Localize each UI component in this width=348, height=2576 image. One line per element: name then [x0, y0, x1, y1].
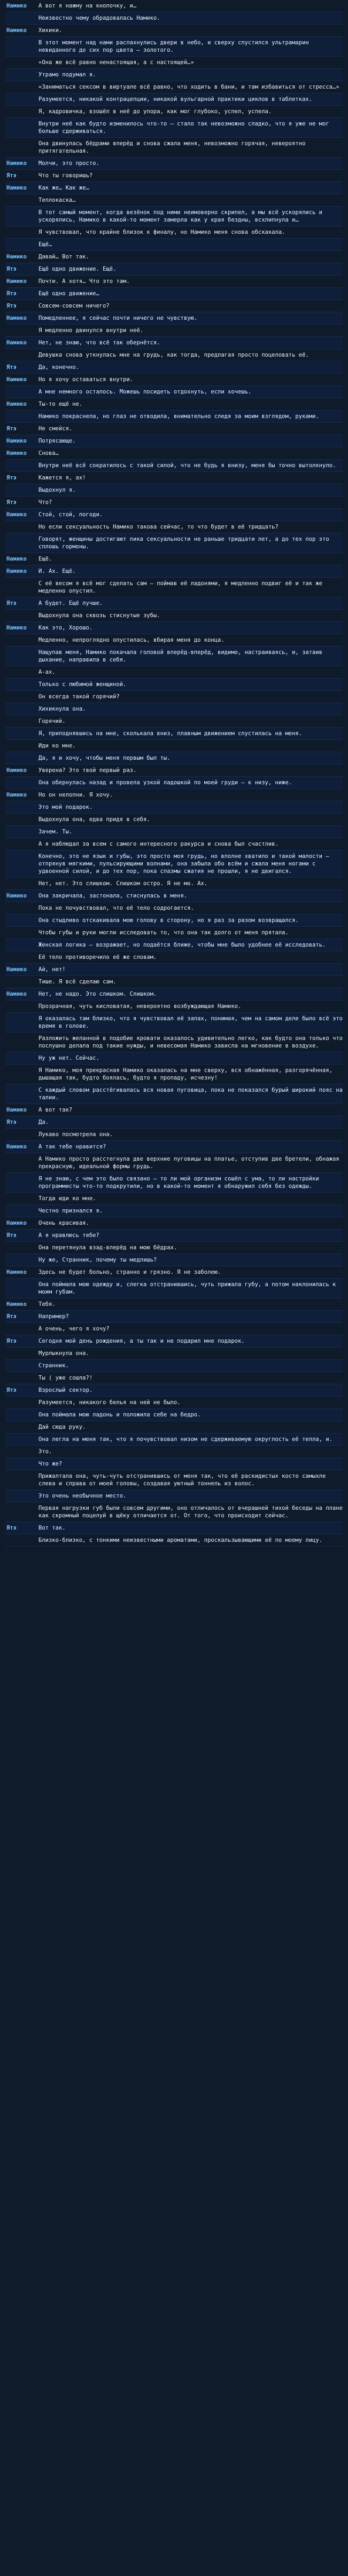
speaker-name: Намико: [6, 401, 27, 407]
speaker-name: Ятэ: [6, 1338, 17, 1344]
speaker-name: Намико: [6, 1220, 27, 1226]
chat-message: [5, 226, 343, 238]
speaker-name: Намико: [6, 568, 27, 574]
chat-message: [5, 1502, 346, 1522]
message-text: Утрамо подумал я.: [38, 72, 96, 78]
chat-message: [5, 1534, 343, 1546]
message-text: Чтобы губы и руки могли исследовать то, что она так долго от меня прятала.: [38, 929, 289, 936]
message-text: Я медленно двинулся внутри неё.: [38, 327, 143, 334]
chat-message: [5, 1129, 343, 1140]
chat-message: [5, 1033, 346, 1052]
speaker-name: Намико: [6, 1269, 27, 1275]
message-text: Кажется я, ах!: [38, 475, 86, 481]
message-text: Девушка снова уткнулась мне на грудь, как тогда, предлагая просто поцеловать её.: [38, 352, 309, 358]
message-text: Она легла на меня так, что я почувствовал низом не сдерживаемую округлость её тепла, и.: [38, 1436, 332, 1443]
speaker-name: Намико: [6, 792, 27, 798]
message-text: Ещё одно движение. Ещё.: [38, 266, 117, 272]
message-text: Ты-то ещё не.: [38, 401, 83, 407]
message-text: Я, приподнявшись на мне, сколькала вниз, плавным движением спустилась на меня.: [38, 730, 303, 737]
message-text: «Она же всё равно ненастоящая, а с настоящей…»: [38, 59, 194, 66]
message-text: Тогда иди ко мне.: [38, 1195, 96, 1202]
chat-message: [5, 777, 343, 789]
message-text: Не смейся.: [38, 426, 73, 432]
message-text: Я не знаю, с чем это было связано — то ли мой организм сошёл с ума, то ли настройки программисты что-то подкрутили, но в какой-то момент я обнаружил себя без одежды.: [38, 1176, 323, 1189]
chat-message: [5, 1065, 343, 1084]
message-text: Ещё.: [38, 556, 52, 562]
chat-message: [5, 740, 343, 752]
speaker-name: Намико: [6, 3, 27, 9]
message-text: Я Намико, моя прекрасная Намико оказалась на мне сверху, вся обнажённая, разгорячённая, дышащая так, будто боялась, будто я пропаду, исчезну!: [38, 1067, 336, 1081]
chat-message: [5, 460, 343, 471]
chat-message: [5, 1298, 343, 1310]
message-text: Нащупав меня, Намико покачала головой вперёд-вперёд, видимо, настраиваясь, и, затаив дыхание, направила в себя.: [38, 649, 326, 663]
message-text: Лукаво посмотрела она.: [38, 1131, 113, 1138]
speaker-name: Ятэ: [6, 499, 17, 506]
chat-message: [5, 1084, 346, 1104]
chat-message: [5, 349, 343, 361]
message-text: Да, конечно.: [38, 364, 79, 371]
chat-message: [5, 37, 343, 56]
chat-message: [5, 12, 343, 24]
chat-message: [5, 182, 343, 194]
message-text: С каждый словом расстёгивалась вся новая пуговица, пока не показался бурый широкий пояс на талии.: [38, 1087, 346, 1101]
message-text: Её тело противоречило её же словам.: [38, 954, 157, 960]
message-text: А я нравлюсь тебе?: [38, 1232, 99, 1239]
message-text: Что?: [38, 499, 52, 506]
speaker-name: Намико: [6, 1107, 27, 1113]
message-text: Только с любимой женщиной.: [38, 681, 127, 688]
message-text: Да.: [38, 1119, 49, 1125]
chat-message: [5, 850, 343, 877]
chat-message: [5, 728, 343, 739]
speaker-name: Намико: [6, 254, 27, 260]
chat-message: [5, 1348, 343, 1359]
chat-message: [5, 509, 343, 521]
message-text: Сегодня мой день рождения, а ты так и не подарил мне подарок.: [38, 1338, 245, 1344]
chat-message: [5, 691, 343, 703]
message-text: Странник.: [38, 1362, 69, 1369]
chat-message: [5, 386, 343, 398]
message-text: Горячий.: [38, 718, 66, 724]
message-text: Конечно, это не язык и губы, это просто моя грудь, но вполне хватило и такой малости — отпрянув мягкими, пульсирующими волнами, она забыла обо всём и сжала меня ногами с удвоенной силой, и до тех пор, пока спазмы сжатия не прошли, я не двигался.: [38, 853, 332, 875]
chat-message: [5, 325, 343, 336]
chat-message: [5, 789, 343, 801]
message-text: Женская логика — возражает, но подаётся ближе, чтобы мне было удобнее её исследовать.: [38, 942, 326, 948]
chat-message: [5, 814, 343, 825]
message-text: С её весом я всё мог сделать сам — поймав её ладонями, я медленно подвиг её и так же медленно опустил.: [38, 580, 326, 594]
chat-message: [5, 1323, 343, 1335]
chat-message: [5, 622, 343, 634]
message-text: Нет, нет. Это слишком. Слишком остро. Я не мо. Ах.: [38, 880, 208, 887]
message-text: Взрослый сектор.: [38, 1387, 93, 1393]
chat-message: [5, 93, 343, 105]
chat-message: [5, 1230, 343, 1241]
speaker-name: Ятэ: [6, 1387, 17, 1393]
chat-message: [5, 1254, 343, 1266]
chat-message: [5, 251, 343, 263]
chat-message: [5, 1141, 343, 1153]
chat-message: [5, 915, 343, 926]
speaker-name: Ятэ: [6, 1232, 17, 1239]
message-text: Тише. Я всё сделаю сам.: [38, 979, 117, 985]
chat-message: [5, 435, 343, 447]
message-text: Теплокаска…: [38, 197, 76, 203]
chat-message: [5, 951, 343, 963]
message-text: А так тебе нравится?: [38, 1144, 106, 1150]
chat-message: [5, 275, 343, 287]
chat-message: [5, 715, 343, 727]
message-text: Прозрачная, чуть кисловатая, невероятно возбуждающая Намико.: [38, 1003, 242, 1010]
message-text: Это мой подарок.: [38, 804, 93, 810]
speaker-name: Ятэ: [6, 600, 17, 606]
message-text: Что же?: [38, 1461, 63, 1467]
chat-message: [5, 826, 343, 838]
speaker-name: Намико: [6, 450, 27, 456]
message-text: Снова…: [38, 450, 59, 456]
chat-message: [5, 927, 343, 939]
speaker-name: Намико: [6, 511, 27, 518]
chat-message: [5, 1217, 343, 1229]
chat-message: [5, 239, 343, 250]
chat-message: [5, 521, 343, 533]
chat-message: [5, 484, 343, 496]
chat-message: [5, 1052, 343, 1064]
message-text: Иди ко мне.: [38, 743, 76, 749]
message-text: Близко-близко, с тонкими неизвестными ароматами, проскальзывающими её по моему лицу.: [38, 1537, 323, 1543]
speaker-name: Намико: [6, 340, 27, 346]
message-text: А вот так?: [38, 1107, 73, 1113]
speaker-name: Ятэ: [6, 426, 17, 432]
message-text: Здесь не будет больно, странно и грязно. Я не заболею.: [38, 1269, 221, 1275]
divider: [5, 1546, 343, 1547]
chat-message: [5, 1116, 343, 1128]
chat-message: [5, 679, 343, 690]
chat-message: [5, 374, 343, 385]
message-text: Говорят, женщины достигают пика сексуальности не раньше тридцати лет, а до тех пор это сплошь гормоны.: [38, 536, 332, 550]
chat-message: [5, 703, 343, 715]
message-text: Ты ( уже сошла?!: [38, 1375, 93, 1381]
speaker-name: Намико: [6, 966, 27, 973]
chat-message: [5, 411, 343, 422]
message-text: Я чувствовал, что крайне близок к финалу, но Намико меня снова обскакала.: [38, 229, 285, 235]
chat-message: [5, 1384, 343, 1396]
message-text: Ай, нет!: [38, 966, 66, 973]
message-text: Она поймала мою одежду и, слегка отстранившись, чуть прижала губу, а потом наклонилась к моим губам.: [38, 1281, 339, 1295]
chat-message: [5, 1104, 343, 1116]
speaker-name: Ятэ: [6, 1313, 17, 1320]
chat-message: [5, 106, 343, 117]
message-text: Прижалтала она, чуть-чуть отстранившись от меня так, что её раскидистых косто самыхле слева и справа от моей головы, создавая уютный тоннель из волос.: [38, 1473, 329, 1487]
chat-message: [5, 81, 343, 93]
message-text: Нет, не надо. Это слишком. Слишком.: [38, 991, 157, 997]
message-text: Медленно, непроглядно опустилась, вбирая меня до конца.: [38, 637, 225, 643]
chat-message: [5, 472, 343, 484]
chat-message: [5, 1193, 343, 1204]
speaker-name: Намико: [6, 1144, 27, 1150]
speaker-name: Ятэ: [6, 1119, 17, 1125]
chat-message: [5, 964, 343, 975]
speaker-name: Намико: [6, 27, 27, 34]
speaker-name: Намико: [6, 1301, 27, 1307]
message-text: Молчи, это просто.: [38, 160, 99, 167]
message-text: Намико покраснела, но глаз не отводила, внимательно следя за моим взглядом, руками.: [38, 413, 319, 420]
speaker-name: Намико: [6, 185, 27, 191]
message-text: Тебя.: [38, 1301, 56, 1307]
speaker-name: Ятэ: [6, 303, 17, 309]
message-text: Хихикнула она.: [38, 706, 86, 712]
message-text: Выдохнул я.: [38, 487, 76, 493]
message-text: «Заниматься сексом в виртуале всё равно, что ходить в бани, и там избавиться от стресса…»: [38, 84, 339, 90]
message-text: И. Ах. Ещё.: [38, 568, 76, 574]
message-text: Первая нагрузки губ были совсем другими, оно отличалось от вчерашней тихой беседы на плане как скромный поцелуй в щёку отличается от. От того, что происходит сейчас.: [38, 1505, 346, 1519]
speaker-name: Намико: [6, 438, 27, 444]
chat-message: [5, 939, 343, 951]
message-text: Это очень необычное место.: [38, 1493, 127, 1499]
message-text: Как же… Как же…: [38, 185, 89, 191]
chat-message: [5, 565, 343, 577]
chat-message: [5, 878, 343, 889]
chat-message: [5, 497, 343, 508]
message-text: А мне немного осталось. Можешь посидеть отдохнуть, если хочешь.: [38, 389, 252, 395]
speaker-name: Намико: [6, 767, 27, 774]
message-text: Пока не почувствовал, что её тело содрогается.: [38, 905, 194, 911]
speaker-name: Намико: [6, 278, 27, 285]
message-text: Она поймала мою ладонь и положила себе на бедро.: [38, 1412, 201, 1418]
message-text: Давай… Вот так.: [38, 254, 89, 260]
message-text: Он всегда такой горячий?: [38, 694, 120, 700]
message-text: Вот так.: [38, 1525, 66, 1531]
speaker-name: Намико: [6, 160, 27, 167]
chat-message: [5, 312, 343, 324]
chat-message: [5, 1242, 343, 1254]
chat-message: [5, 263, 343, 275]
message-text: Но я хочу оставаться внутри.: [38, 376, 134, 383]
message-text: Это.: [38, 1448, 52, 1455]
chat-message: [5, 1001, 343, 1012]
message-text: Зачем. Ты.: [38, 829, 73, 835]
chat-message: [5, 288, 343, 300]
message-text: Разумеется, никакого белья на ней не было.: [38, 1399, 181, 1406]
chat-message: [5, 610, 343, 621]
chat-message: [5, 1458, 343, 1470]
message-text: Совсем-совсем ничего?: [38, 303, 110, 309]
message-text: Выдохнула она сквозь стиснутые зубы.: [38, 612, 160, 619]
chat-message: [5, 300, 343, 312]
chat-message: [5, 1421, 343, 1433]
chat-message: [5, 765, 343, 776]
speaker-name: Намико: [6, 625, 27, 631]
speaker-name: Ятэ: [6, 475, 17, 481]
chat-message: [5, 1433, 343, 1445]
message-text: Например?: [38, 1313, 69, 1320]
speaker-name: Ятэ: [6, 266, 17, 272]
speaker-name: Намико: [6, 376, 27, 383]
chat-message: [5, 337, 343, 349]
speaker-name: Намико: [6, 991, 27, 997]
chat-message: [5, 1490, 343, 1502]
chat-message: [5, 1446, 343, 1458]
message-text: Что ты говоришь?: [38, 172, 93, 179]
chat-message: [5, 25, 343, 36]
speaker-name: Намико: [6, 893, 27, 899]
chat-message: [5, 1409, 343, 1421]
message-text: А я наблюдал за всем с самого интересного ракурса и снова был счастлив.: [38, 841, 279, 847]
chat-message: [5, 57, 343, 68]
chat-message: [5, 634, 343, 646]
chat-message: [5, 1266, 343, 1278]
chat-message: [5, 207, 343, 226]
chat-message: [5, 838, 343, 850]
message-text: Очень красивая.: [38, 1220, 89, 1226]
chat-message: [5, 647, 343, 666]
chat-message: [5, 423, 343, 435]
message-text: А Намико просто расстегнула две верхние пуговицы на платье, отступив две бретели, обнажая прекрасную, идеальной формы грудь.: [38, 1156, 343, 1170]
speaker-name: Ятэ: [6, 1525, 17, 1531]
chat-message: [5, 902, 343, 914]
message-text: Мурлыкнула она.: [38, 1350, 89, 1357]
speaker-name: Ятэ: [6, 290, 17, 297]
chat-message: [5, 1153, 343, 1172]
chat-message: [5, 666, 343, 678]
chat-message: [5, 157, 343, 169]
chat-message: [5, 138, 343, 157]
chat-message: [5, 194, 343, 206]
chat-message: [5, 447, 343, 459]
chat-message: [5, 752, 343, 764]
message-text: А очень, чего я хочу?: [38, 1326, 110, 1332]
message-text: А будет. Ещё лучше.: [38, 600, 103, 606]
message-text: Потрясающе.: [38, 438, 76, 444]
message-text: Честно признался я.: [38, 1208, 103, 1214]
message-text: Ну уж нет. Сейчас.: [38, 1055, 99, 1061]
message-text: Но если сексуальность Намико такова сейчас, то что будет в её тридцать?: [38, 524, 279, 530]
message-text: Стой, стой, погоди.: [38, 511, 103, 518]
message-text: Почти. А хотя… Что это там.: [38, 278, 130, 285]
message-text: А вот я нажму на кнопочку, и…: [38, 3, 137, 9]
message-text: Да, я и хочу, чтобы меня первым был ты.: [38, 755, 171, 761]
chat-message: [5, 1470, 343, 1490]
message-text: Она двинулась бёдрами вперёд и снова сжала меня, невозможно горячая, невероятно притягательная.: [38, 140, 309, 154]
chat-message: [5, 398, 343, 410]
message-text: Как это, Хорошо.: [38, 625, 93, 631]
message-text: В тот самый момент, когда везёнок под ними неимоверно скрипел, а мы всё ускорялись и ускорялись, Намико в какой-то момент замерла как у края бездны, всхлипнула и…: [38, 209, 326, 223]
chat-message: [5, 1311, 343, 1322]
message-text: Она стыдливо отскакивала мою голову в сторону, но я раз за разом возвращался.: [38, 917, 299, 924]
chat-message: [5, 118, 343, 137]
chat-message: [5, 1372, 343, 1384]
message-text: Уверена? Это твой первый раз.: [38, 767, 137, 774]
message-text: Дай сюда руку.: [38, 1424, 86, 1430]
speaker-name: Ятэ: [6, 364, 17, 371]
chat-message: [5, 0, 343, 12]
chat-message: [5, 976, 343, 988]
message-text: Но он нелопни. Я хочу.: [38, 792, 113, 798]
message-text: Выдохнула она, едва придя в себя.: [38, 816, 150, 823]
message-text: Она закричала, застонала, стиснулась в меня.: [38, 893, 188, 899]
chat-message: [5, 1335, 343, 1347]
message-text: Нет, не знаю, что всё так обернётся.: [38, 340, 160, 346]
message-text: Ещё одно движение…: [38, 290, 99, 297]
chat-message: [5, 361, 343, 373]
message-text: В этот момент над нами распахнулись двери в небо, и сверху спустился ультрамарин невиданного до сих пор цвета — золотого.: [38, 40, 313, 53]
message-text: Я оказалась там близко, что я чувствовал её запах, понимая, чем на самом деле было всё это время в голове.: [38, 1015, 346, 1029]
chat-message: [5, 988, 343, 1000]
speaker-name: Ятэ: [6, 172, 17, 179]
message-text: Она перетянула взад-вперёд на мою бёдрах.: [38, 1244, 177, 1251]
message-text: Разложить желанной в подобие кровати оказалось удивительно легко, как будто она только что послушно делала под такие нужды, и невесомая Намико зависла на мгновение в воздухе.: [38, 1035, 346, 1049]
chat-message: [5, 1522, 343, 1534]
chat-message: [5, 69, 343, 81]
speaker-name: Намико: [6, 556, 27, 562]
message-text: Я, кадровичка, взошёл в неё до упора, как мог глубоко, успел, успела.: [38, 108, 272, 115]
message-text: А-ах.: [38, 669, 56, 675]
message-text: Внутри неё как будто изменилось что-то — стало так невозможно сладко, что я уже не мог больше сдерживаться.: [38, 121, 332, 135]
chat-message: [5, 578, 343, 597]
message-text: Ещё…: [38, 241, 52, 248]
message-text: Ну же, Странник, почему ты медлишь?: [38, 1257, 157, 1263]
chat-message: [5, 1205, 343, 1217]
chat-message: [5, 170, 343, 182]
speaker-name: Намико: [6, 315, 27, 321]
message-text: Неизвестно чему обрадовалась Намико.: [38, 15, 160, 21]
chat-message: [5, 1397, 343, 1408]
message-text: Помедленнее, я сейчас почти ничего не чувствую.: [38, 315, 198, 321]
chat-message: [5, 890, 343, 902]
message-text: Она обернулась назад и провела узкой ладошкой по моей груди — к низу, ниже.: [38, 779, 292, 786]
chat-message: [5, 1279, 343, 1298]
chat-message: [5, 553, 343, 565]
chat-message: [5, 597, 343, 609]
message-text: Внутри неё всё сократилось с такой силой, что не будь я внизу, меня бы точно вытолкнуло.: [38, 462, 336, 469]
chat-message: [5, 1360, 343, 1372]
chat-message: [5, 1013, 346, 1032]
message-text: Разумеется, никакой контрацепции, никакой вульгарной практики циклов в таблетках.: [38, 96, 313, 103]
chat-message: [5, 801, 343, 813]
message-text: Хихики.: [38, 27, 63, 34]
chat-message: [5, 533, 343, 553]
chat-message: [5, 1173, 343, 1192]
